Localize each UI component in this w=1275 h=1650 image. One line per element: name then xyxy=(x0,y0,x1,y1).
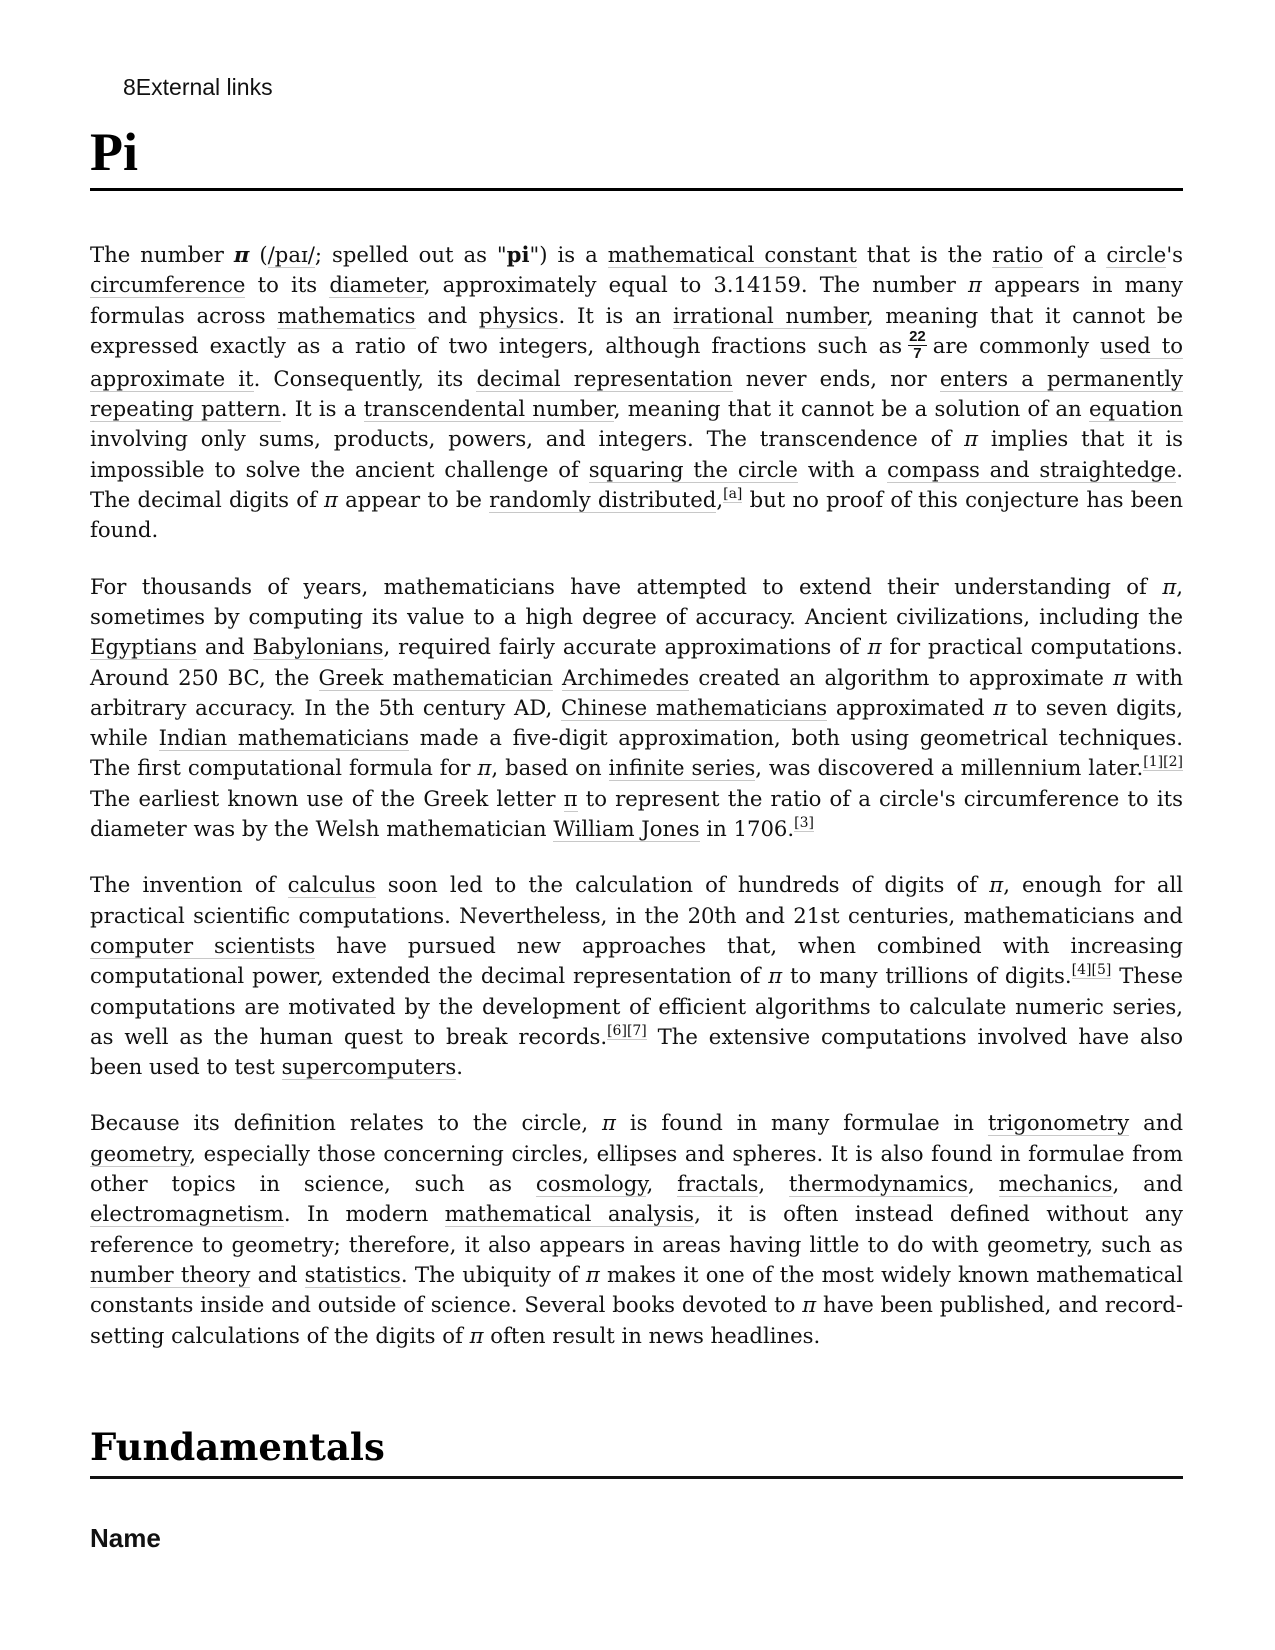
link-babylonians[interactable]: Babylonians xyxy=(252,634,384,660)
link-mechanics[interactable]: mechanics xyxy=(998,1171,1113,1197)
link-indian-mathematicians[interactable]: Indian mathematicians xyxy=(158,725,410,751)
link-chinese-mathematicians[interactable]: Chinese mathematicians xyxy=(560,694,828,720)
link-william-jones[interactable]: William Jones xyxy=(553,816,700,842)
link-equation[interactable]: equation xyxy=(1088,396,1184,422)
link-repeating-decimal[interactable]: enters a permanently repeating pattern xyxy=(90,365,1183,422)
link-cosmology[interactable]: cosmology xyxy=(535,1171,647,1197)
pi-symbol: π xyxy=(233,242,250,267)
section-divider xyxy=(90,1476,1183,1479)
link-fractals[interactable]: fractals xyxy=(677,1171,759,1197)
footnote-a[interactable]: [a] xyxy=(723,486,743,503)
link-compass-and-straightedge[interactable]: compass and straightedge xyxy=(887,456,1177,482)
link-supercomputers[interactable]: supercomputers xyxy=(281,1054,457,1080)
footnote-4[interactable]: [4] xyxy=(1071,962,1092,979)
title-divider xyxy=(90,188,1183,191)
toc-item-external-links[interactable]: 8External links xyxy=(123,74,273,100)
link-statistics[interactable]: statistics xyxy=(304,1261,401,1287)
link-archimedes[interactable]: Archimedes xyxy=(561,664,690,690)
link-physics[interactable]: physics xyxy=(478,302,559,328)
link-mathematical-analysis[interactable]: mathematical analysis xyxy=(444,1201,695,1227)
link-transcendental-number[interactable]: transcendental number xyxy=(363,396,614,422)
link-ipa[interactable]: /paɪ/ xyxy=(267,242,315,267)
fraction-22-7: $\frac{22}{7}$ xyxy=(909,327,926,362)
footnote-1[interactable]: [1] xyxy=(1143,754,1164,771)
article-body xyxy=(90,240,1183,1377)
subsection-heading-name: Name xyxy=(90,1523,161,1553)
intro-paragraph-3: The invention of calculus soon led to the calculation of hundreds of digits of π, enough for all practical scientific computations. Nevertheless, in the 20th and 21st centuries, mathematicians and computer scientists have pursued new approaches that, when combined with increasing computational power, extended the decimal representation of π to many trillions of digits.[4][5] These computations are motivated by the development of efficient algorithms to calculate numeric series, as well as the human quest to break records.[6][7] The extensive computations involved have also been used to test supercomputers. xyxy=(90,872,1183,1080)
link-infinite-series[interactable]: infinite series xyxy=(608,755,756,781)
link-number-theory[interactable]: number theory xyxy=(90,1261,251,1287)
link-computer-scientists[interactable]: computer scientists xyxy=(90,932,316,958)
link-trigonometry[interactable]: trigonometry xyxy=(987,1110,1130,1136)
link-greek-mathematician[interactable]: Greek mathematician xyxy=(318,664,553,690)
link-squaring-the-circle[interactable]: squaring the circle xyxy=(588,456,798,482)
intro-paragraph-1: The number π (/paɪ/; spelled out as "pi") is a mathematical constant that is the ratio of a circle's circumference to its diameter, approximately equal to 3.14159. The number π appears in many formulas across mathematics and physics. It is an irrational number, meaning that it cannot be expressed exactly as a ratio of two integers, although fractions such as $\frac{22}{7}$ are commonly used to approximate it. Consequently, its decimal representation never ends, nor enters a permanently repeating pattern. It is a transcendental number, meaning that it cannot be a solution of an equation involving only sums, products, powers, and integers. The transcendence of π implies that it is impossible to solve the ancient challenge of squaring the circle with a compass and straightedge. The decimal digits of π appear to be randomly distributed,[a] but no proof of this conjecture has been found. xyxy=(90,242,1184,543)
link-randomly-distributed[interactable]: randomly distributed xyxy=(489,487,717,513)
link-approximations-of-pi[interactable]: used to approximate it xyxy=(90,332,1183,391)
link-pi-letter[interactable]: π xyxy=(563,785,578,811)
link-circle[interactable]: circle xyxy=(1106,242,1167,267)
footnote-6[interactable]: [6] xyxy=(607,1022,627,1039)
footnote-7[interactable]: [7] xyxy=(626,1022,647,1039)
link-calculus[interactable]: calculus xyxy=(287,872,376,898)
link-irrational-number[interactable]: irrational number xyxy=(673,302,867,328)
footnote-3[interactable]: [3] xyxy=(794,815,814,832)
link-circumference[interactable]: circumference xyxy=(90,272,246,298)
page-title: Pi xyxy=(90,122,138,182)
footnote-5[interactable]: [5] xyxy=(1091,962,1112,979)
link-diameter[interactable]: diameter xyxy=(329,272,424,298)
link-thermodynamics[interactable]: thermodynamics xyxy=(788,1171,969,1197)
link-mathematics[interactable]: mathematics xyxy=(277,302,416,328)
section-heading-fundamentals: Fundamentals xyxy=(90,1425,385,1469)
link-decimal-representation[interactable]: decimal representation xyxy=(476,365,733,391)
intro-paragraph-4: Because its definition relates to the circle, π is found in many formulae in trigonometry and geometry, especially those concerning circles, ellipses and spheres. It is also found in formulae from other topics in science, such as cosmology, fractals, thermodynamics, mechanics, and electromagnetism. In modern mathematical analysis, it is often instead defined without any reference to geometry; therefore, it also appears in areas having little to do with geometry, such as number theory and statistics. The ubiquity of π makes it one of the most widely known mathematical constants inside and outside of science. Several books devoted to π have been published, and record-setting calculations of the digits of π often result in news headlines. xyxy=(90,1110,1184,1348)
link-egyptians[interactable]: Egyptians xyxy=(90,634,198,660)
link-mathematical-constant[interactable]: mathematical constant xyxy=(607,242,857,267)
footnote-2[interactable]: [2] xyxy=(1163,754,1183,771)
link-electromagnetism[interactable]: electromagnetism xyxy=(90,1201,284,1227)
intro-paragraph-2: For thousands of years, mathematicians have attempted to extend their understanding of π, sometimes by computing its value to a high degree of accuracy. Ancient civilizations, including the Egyptians and Babylonians, required fairly accurate approximations of π for practical computations. Around 250 BC, the Greek mathematician Archimedes created an algorithm to approximate π with arbitrary accuracy. In the 5th century AD, Chinese mathematicians approximated π to seven digits, while Indian mathematicians made a five-digit approximation, both using geometrical techniques. The first computational formula for π, based on infinite series, was discovered a millennium later.[1][2] The earliest known use of the Greek letter π to represent the ratio of a circle's circumference to its diameter was by the Welsh mathematician William Jones in 1706.[3] xyxy=(90,573,1184,842)
link-ratio[interactable]: ratio xyxy=(992,242,1044,267)
link-geometry[interactable]: geometry xyxy=(90,1140,190,1166)
